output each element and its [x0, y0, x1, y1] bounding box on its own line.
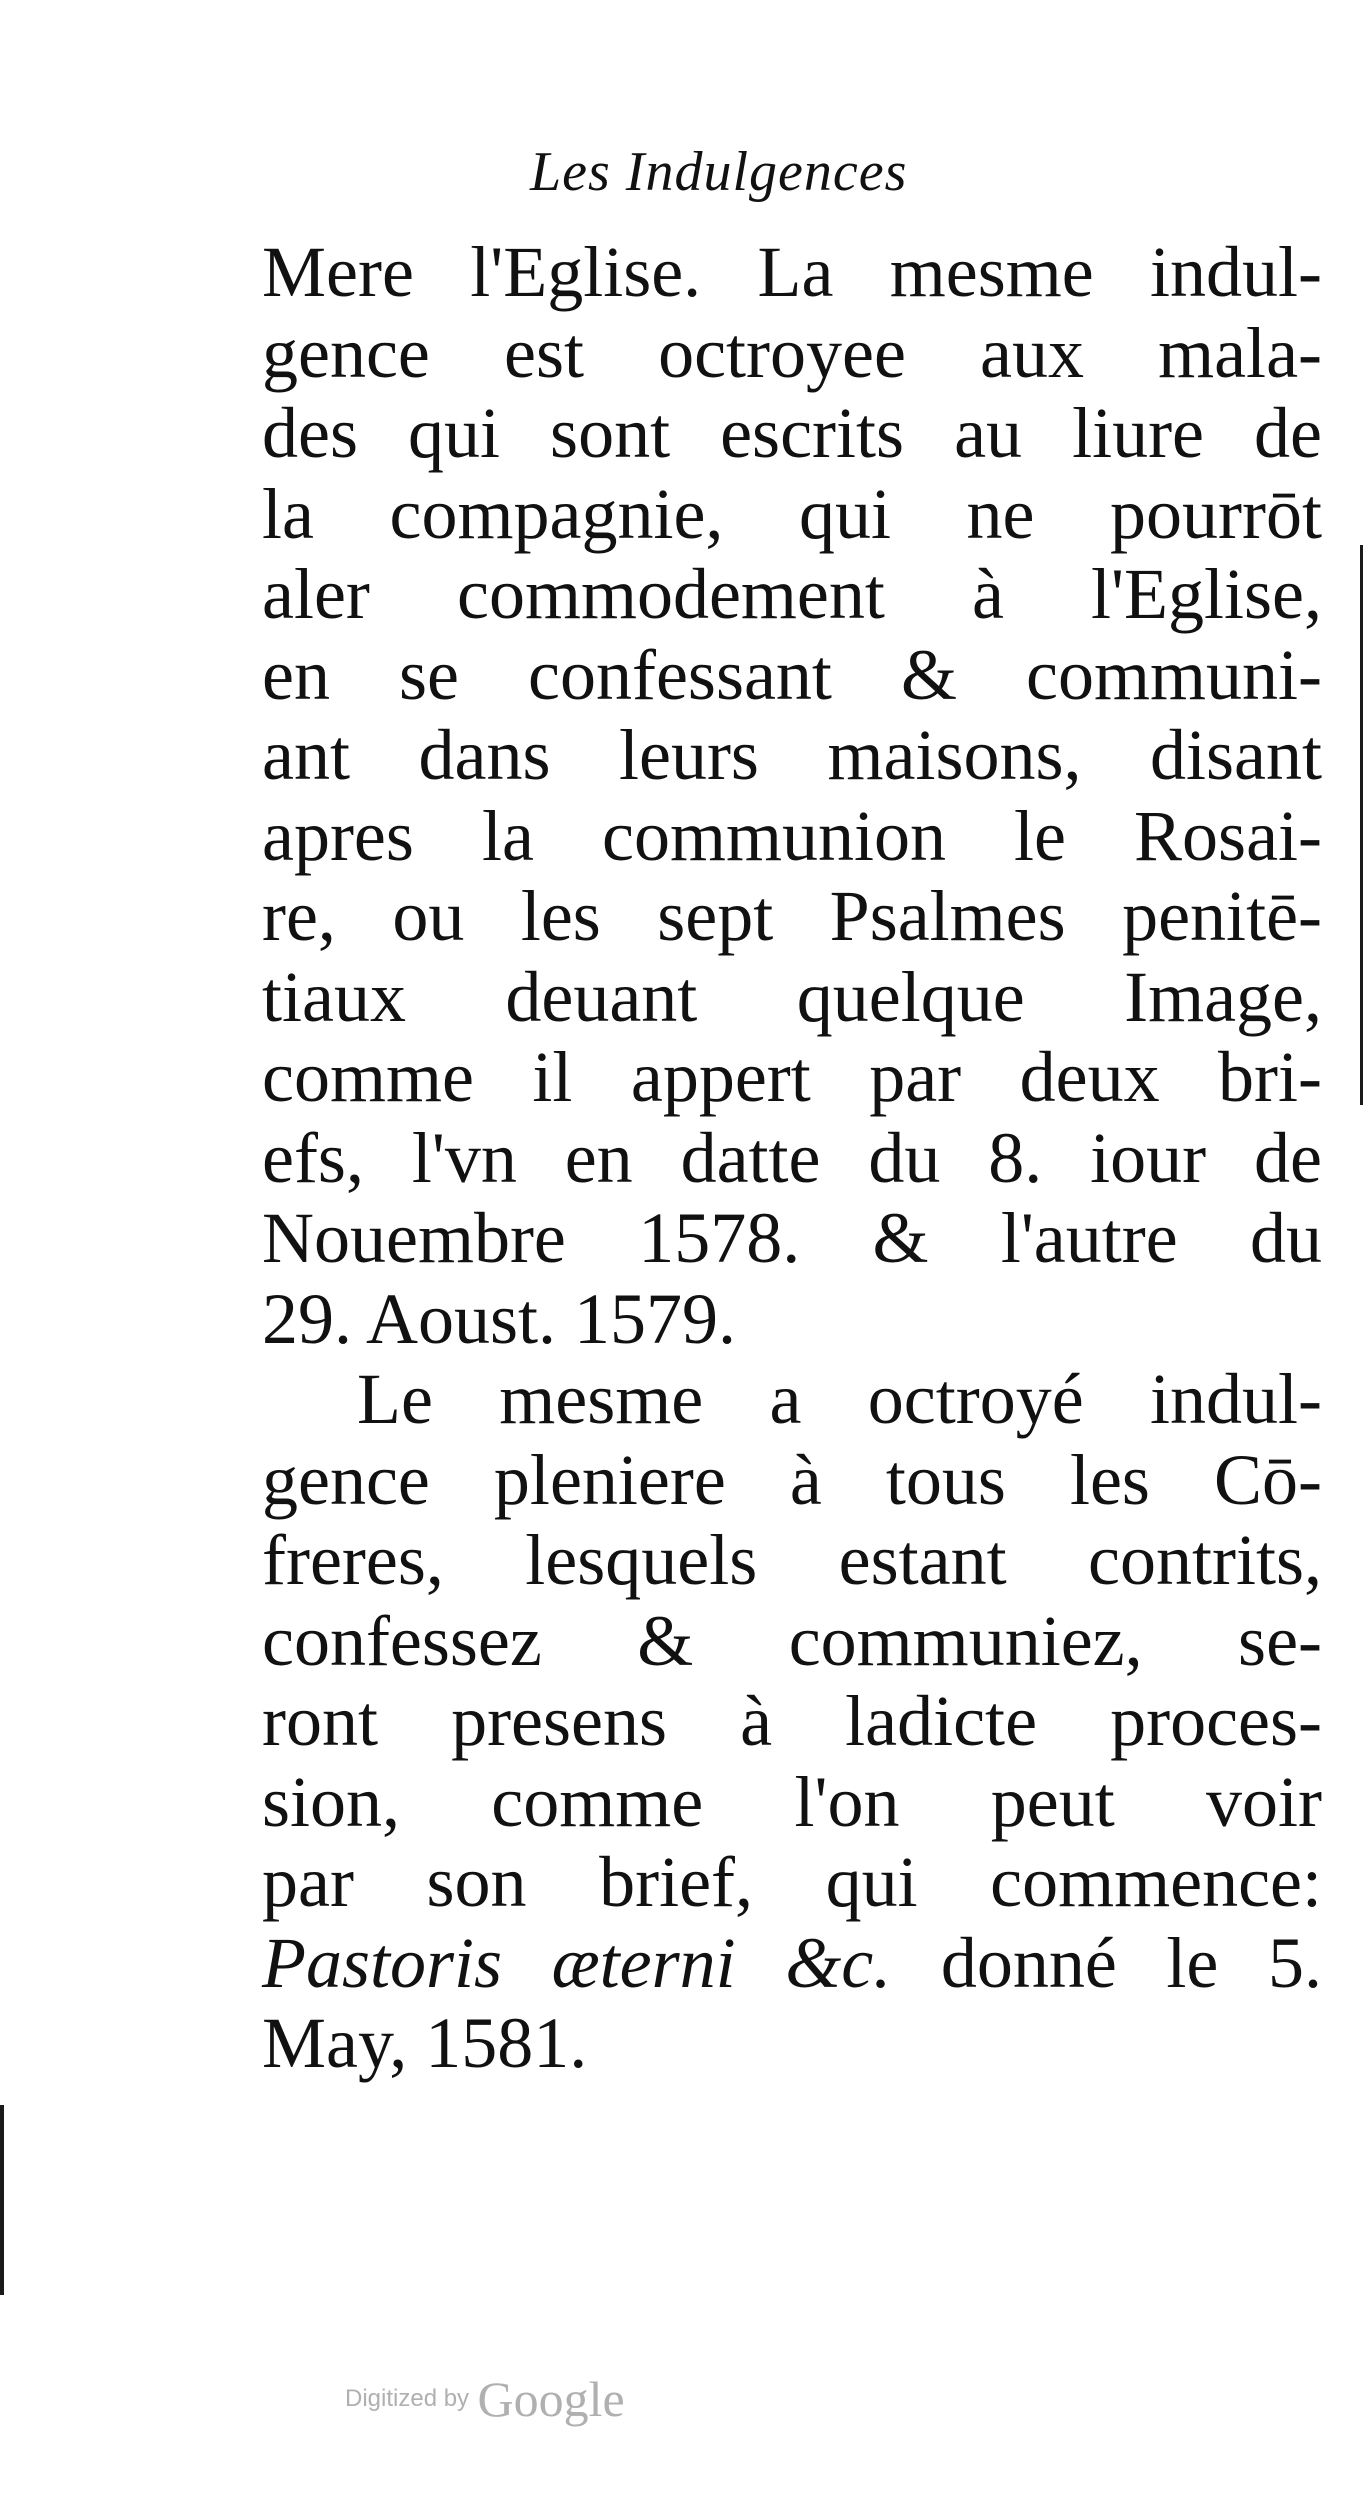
text-line: ront presens à ladicte proces-	[262, 1681, 1322, 1761]
text-line: freres, lesquels estant contrits,	[262, 1520, 1322, 1600]
text-line: des qui sont escrits au liure de	[262, 393, 1322, 473]
text-line: re, ou les sept Psalmes penitē-	[262, 876, 1322, 956]
text-line: gence est octroyee aux mala-	[262, 312, 1322, 393]
text-line: 29. Aoust. 1579.	[262, 1278, 737, 1359]
text-line: Mere l'Eglise. La mesme indul-	[262, 232, 1322, 312]
text-line: tiaux deuant quelque Image,	[262, 956, 1322, 1037]
google-logo: Google	[477, 2371, 625, 2427]
text-line: par son brief, qui commence:	[262, 1842, 1322, 1922]
text-line: apres la communion le Rosai-	[262, 795, 1322, 876]
digitized-watermark	[345, 2370, 625, 2428]
text-line: aler commodement à l'Eglise,	[262, 554, 1322, 634]
body-text	[262, 232, 1322, 2084]
text-line: comme il appert par deux bri-	[262, 1037, 1322, 1117]
running-head: Les Indulgences	[530, 141, 908, 203]
text-line: la compagnie, qui ne pourrōt	[262, 473, 1322, 554]
watermark-prefix: Digitized by	[345, 2385, 470, 2412]
latin-incipit: Pastoris æterni &c.	[262, 1922, 892, 2003]
date-text: donné le 5.	[891, 1922, 1323, 2003]
text-line-mixed	[262, 1923, 1322, 2004]
page-edge-shadow	[0, 2105, 4, 2295]
text-line: efs, l'vn en datte du 8. iour de	[262, 1117, 1322, 1198]
text-line: gence pleniere à tous les Cō-	[262, 1439, 1322, 1520]
text-line: confessez & communiez, se-	[262, 1600, 1322, 1681]
text-line: sion, comme l'on peut voir	[262, 1761, 1322, 1842]
text-line: Nouembre 1578. & l'autre du	[262, 1198, 1322, 1278]
page-edge-shadow	[1360, 545, 1363, 1105]
text-line: Le mesme a octroyé indul-	[357, 1359, 1322, 1439]
text-line: en se confessant & communi-	[262, 634, 1322, 715]
text-line: ant dans leurs maisons, disant	[262, 715, 1322, 795]
text-line: May, 1581.	[262, 2003, 588, 2083]
